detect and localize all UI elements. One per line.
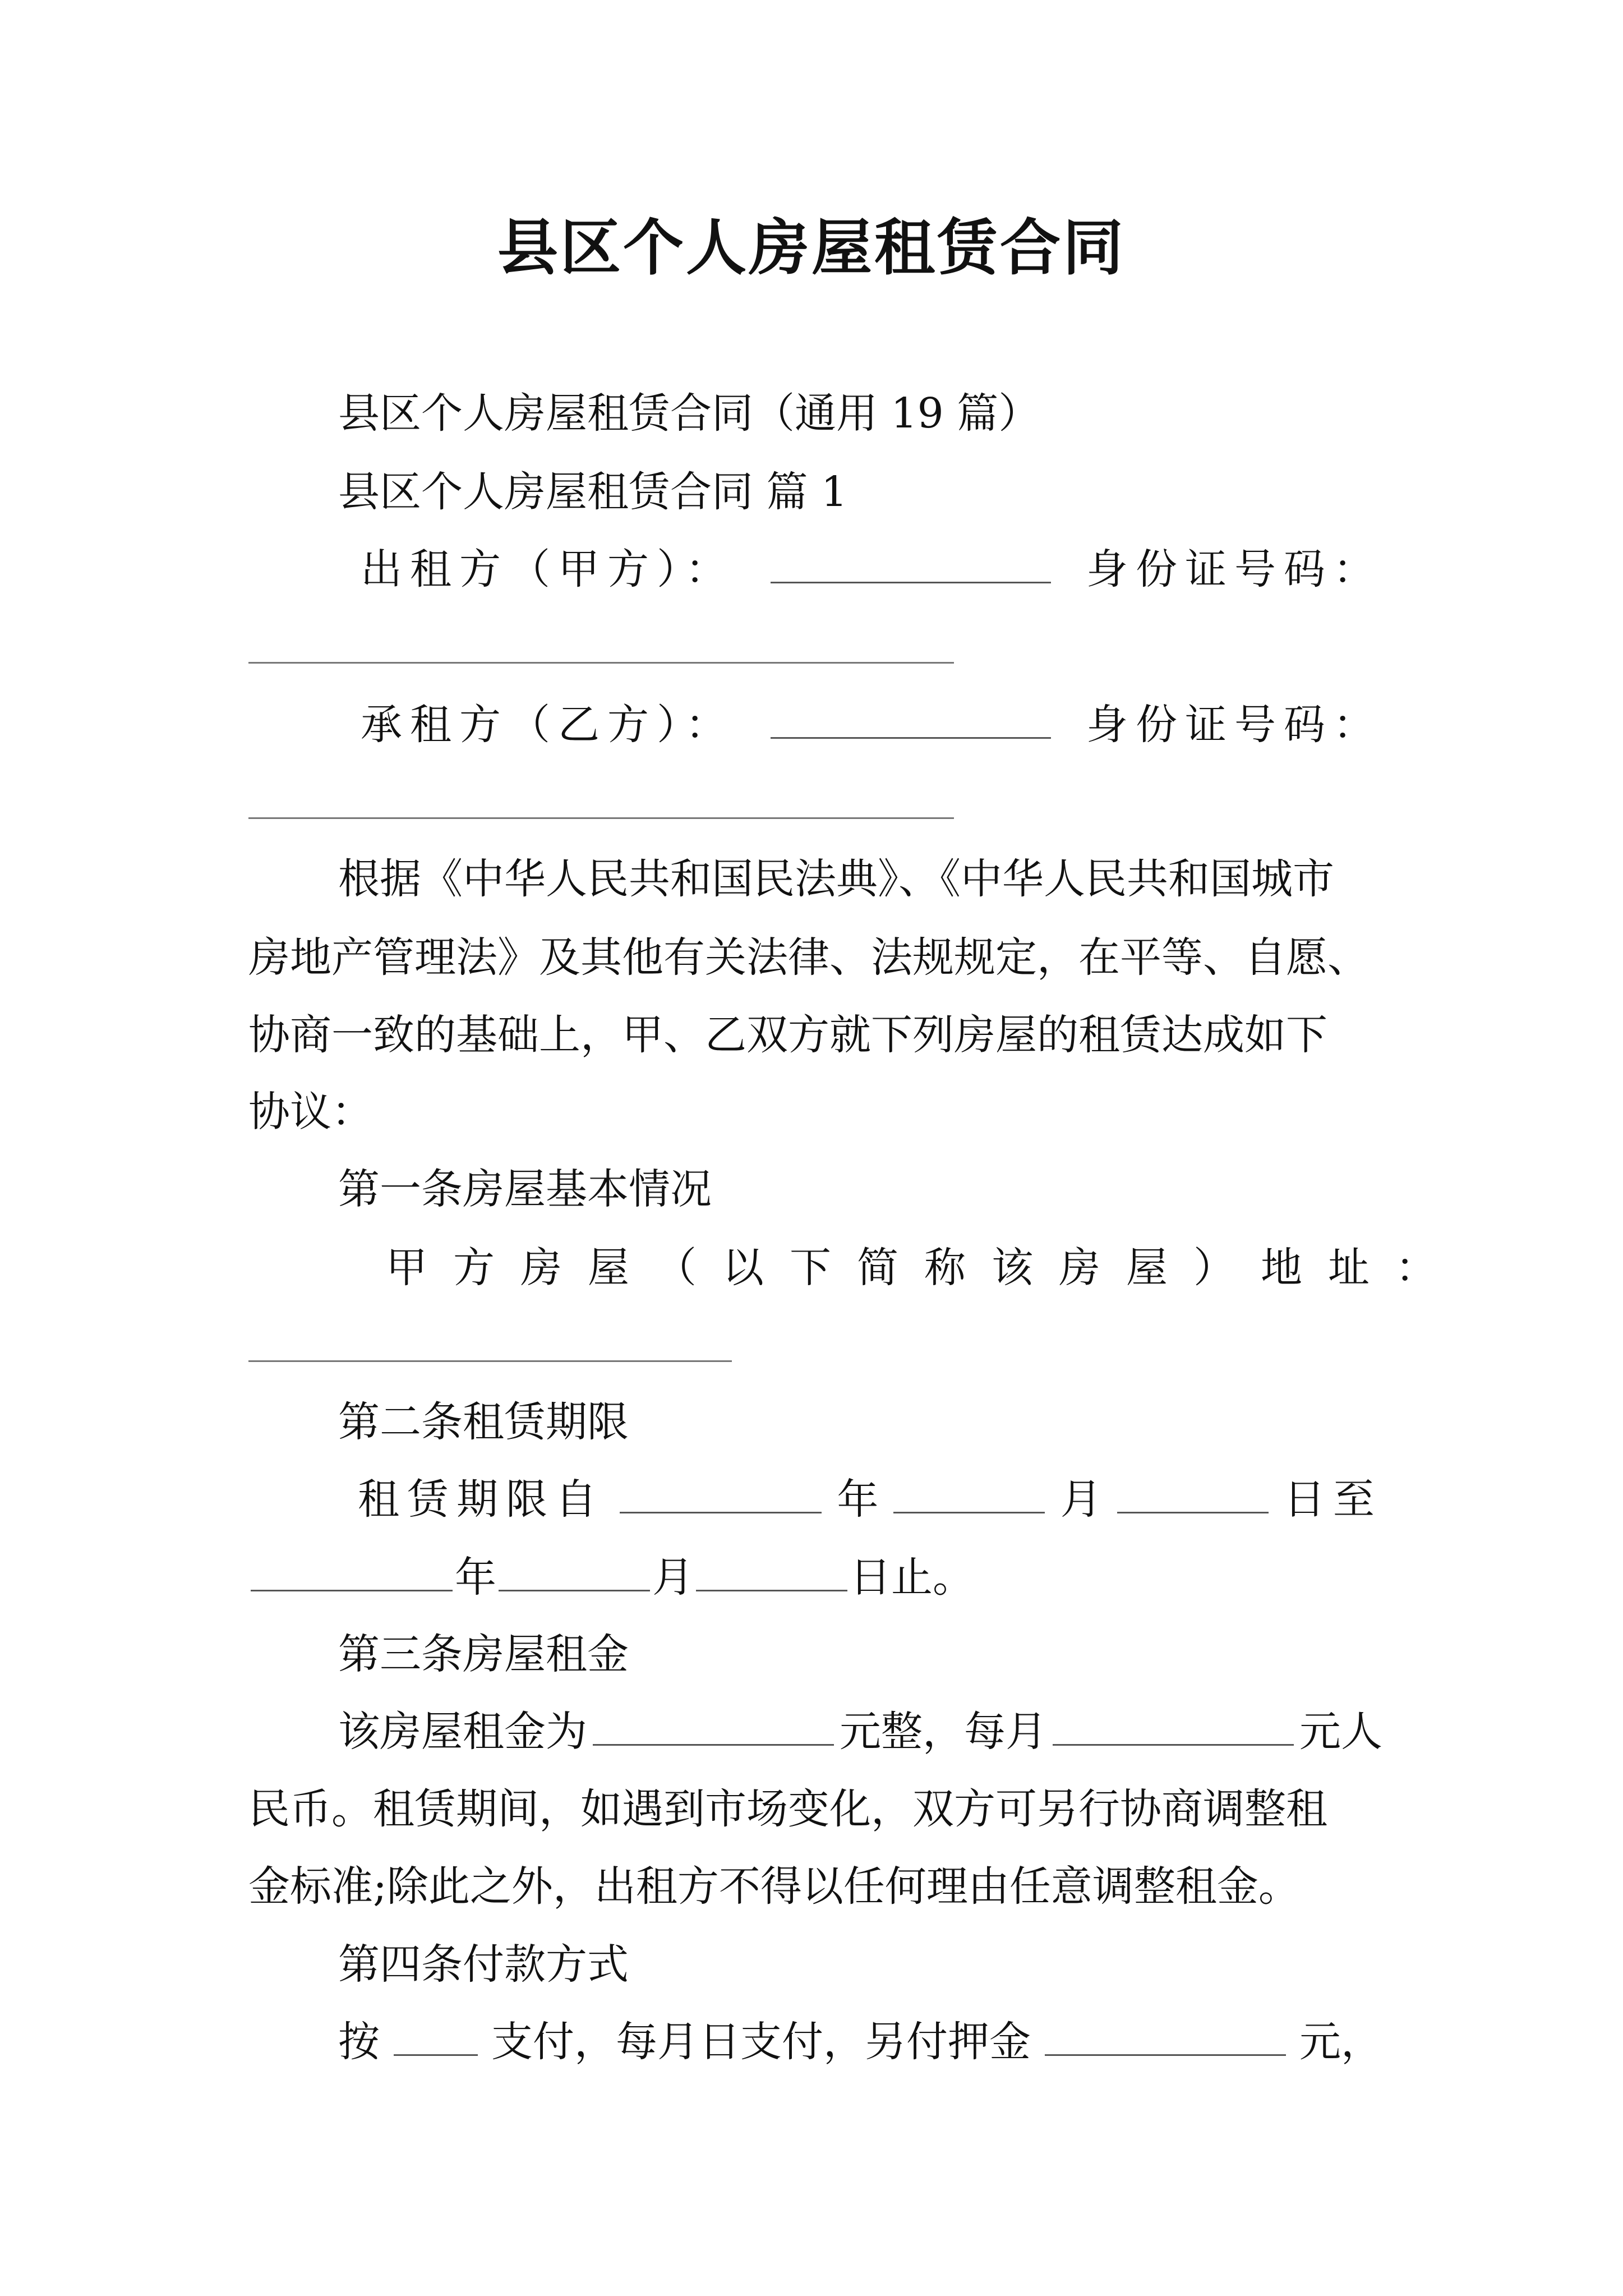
article1-address-label: 甲方房屋（以下简称该房屋）地址： xyxy=(386,1244,1463,1292)
article3-line-3: 金标准;除此之外，出租方不得以任何理由任意调整租金。 xyxy=(248,1862,1300,1911)
rent-monthly-blank xyxy=(1053,1711,1294,1746)
rent-total-blank xyxy=(593,1711,834,1746)
article2-year-label: 年 xyxy=(837,1475,879,1524)
article3-rent-prefix: 该房屋租金为 xyxy=(338,1708,587,1756)
article2-day-to: 日至 xyxy=(1283,1475,1382,1524)
article4-pay-prefix: 按 xyxy=(338,2018,380,2066)
lessee-name-blank xyxy=(771,705,1051,739)
lessee-line xyxy=(361,701,1382,749)
article1-heading: 第一条房屋基本情况 xyxy=(338,1165,712,1213)
article2-end-month-label: 月 xyxy=(652,1553,694,1602)
lessee-id-label: 身份证号码： xyxy=(1086,701,1382,749)
lessee-id-rule xyxy=(248,817,954,819)
article4-heading: 第四条付款方式 xyxy=(338,1940,629,1989)
preamble-line-3: 协商一致的基础上，甲、乙双方就下列房屋的租赁达成如下 xyxy=(248,1011,1327,1059)
document-title: 县区个人房屋租赁合同 xyxy=(497,213,1126,283)
preamble-line-2: 房地产管理法》及其他有关法律、法规规定，在平等、自愿、 xyxy=(248,933,1369,982)
article2-term-line-1 xyxy=(358,1475,1382,1524)
end-day-blank xyxy=(696,1557,847,1591)
start-month-blank xyxy=(893,1479,1045,1513)
lessor-label: 出租方（甲方）： xyxy=(361,545,735,593)
lessor-id-rule xyxy=(248,662,954,664)
payment-method-blank xyxy=(394,2022,478,2056)
article4-pay-mid: 支付，每月日支付，另付押金 xyxy=(491,2018,1031,2066)
lessee-label: 承租方（乙方）： xyxy=(361,701,735,749)
article2-heading: 第二条租赁期限 xyxy=(338,1398,629,1446)
section-heading: 县区个人房屋租赁合同 篇 1 xyxy=(338,468,848,516)
article1-address-rule xyxy=(248,1360,732,1362)
article3-rent-line-1 xyxy=(338,1708,1382,1756)
article4-pay-suffix: 元， xyxy=(1299,2018,1382,2066)
preamble-line-1: 根据《中华人民共和国民法典》、《中华人民共和国城市 xyxy=(338,855,1334,903)
lessor-id-label: 身份证号码： xyxy=(1086,545,1382,593)
article2-month-label: 月 xyxy=(1060,1475,1102,1524)
document-subtitle: 县区个人房屋租赁合同（通用 19 篇） xyxy=(338,389,1040,438)
article3-line-2: 民币。租赁期间，如遇到市场变化，双方可另行协商调整租 xyxy=(248,1785,1327,1833)
lessor-name-blank xyxy=(771,549,1051,583)
start-day-blank xyxy=(1117,1479,1269,1513)
lessor-line xyxy=(361,545,1382,593)
article2-term-line-2 xyxy=(248,1553,974,1602)
article2-day-end: 日止。 xyxy=(850,1553,974,1602)
deposit-blank xyxy=(1045,2022,1286,2056)
article3-rent-suffix: 元人 xyxy=(1299,1708,1382,1756)
article4-payment-line xyxy=(338,2018,1382,2066)
article2-end-year-label: 年 xyxy=(455,1553,496,1602)
article3-heading: 第三条房屋租金 xyxy=(338,1630,629,1678)
end-month-blank xyxy=(499,1557,650,1591)
end-year-blank xyxy=(251,1557,453,1591)
start-year-blank xyxy=(620,1479,822,1513)
preamble-line-4: 协议： xyxy=(248,1088,373,1136)
article2-start-prefix: 租赁期限自 xyxy=(358,1475,605,1524)
article3-rent-mid: 元整，每月 xyxy=(840,1708,1047,1756)
